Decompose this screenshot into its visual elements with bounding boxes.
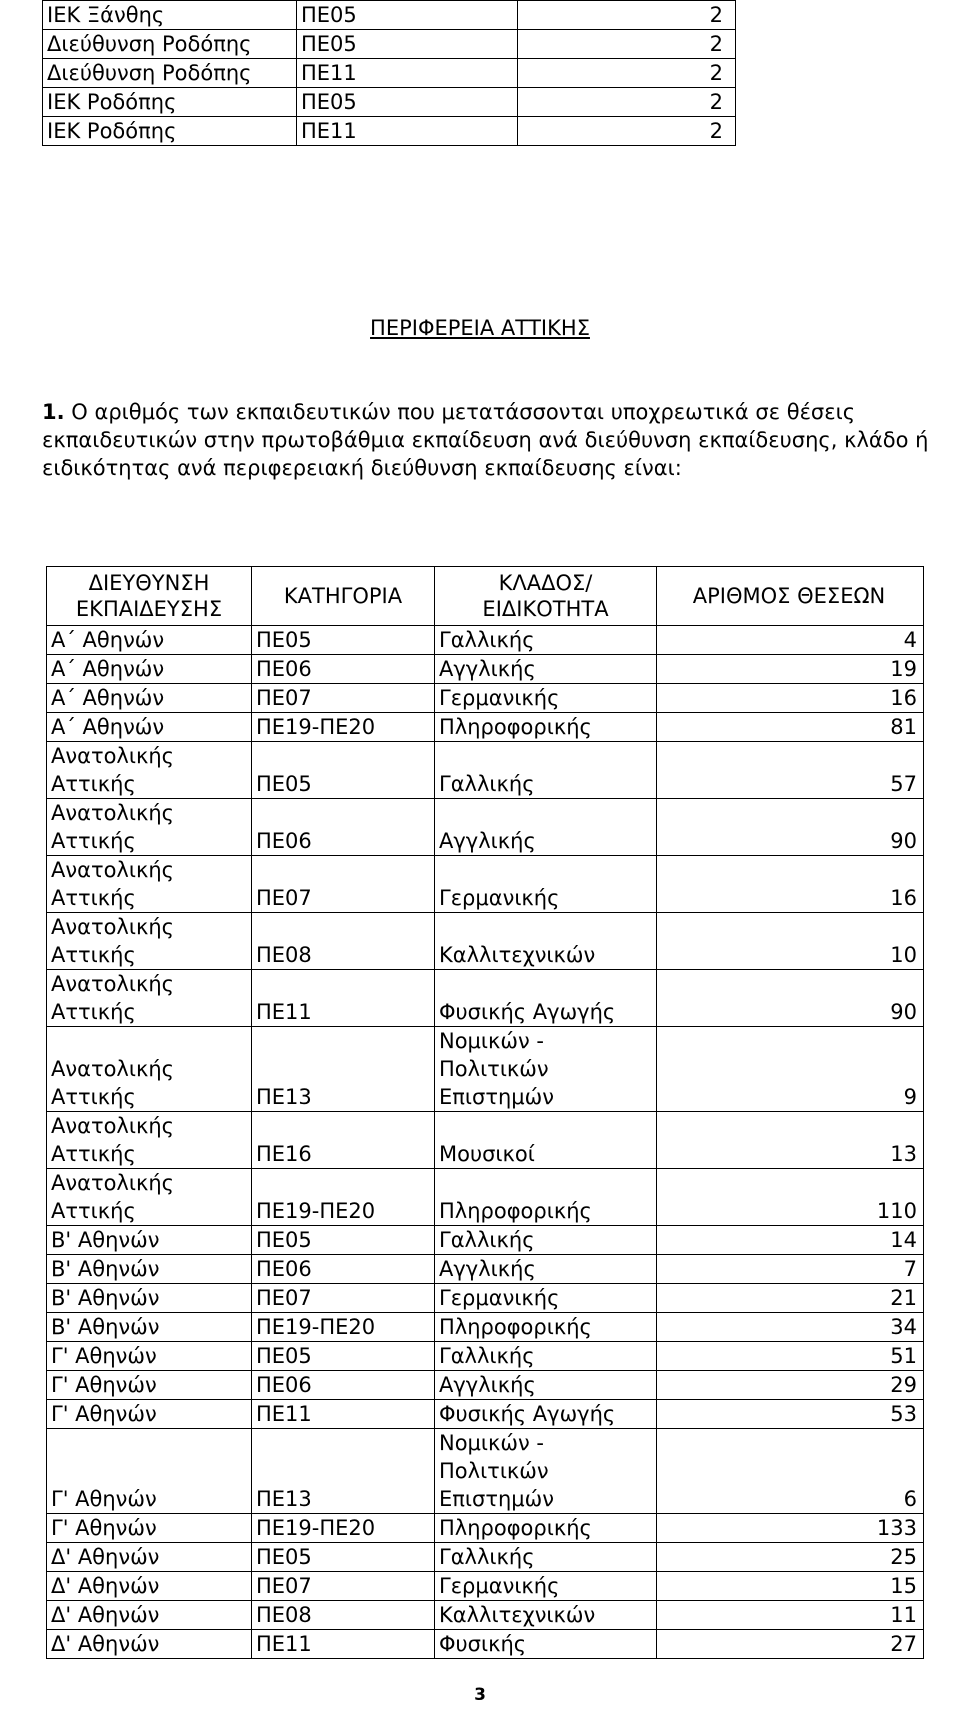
intro-text: Ο αριθμός των εκπαιδευτικών που μετατάσσονται υποχρεωτικά σε θέσεις εκπαιδευτικών στην πρωτοβάθμια εκπαίδευση ανά διεύθυνση εκπαίδευσης, κλάδο ή ειδικότητας ανά περιφερειακή διεύθυνση εκπαίδευσης είναι: — [42, 400, 929, 480]
cell-specialty: Γαλλικής — [435, 1543, 657, 1572]
cell-category: ΠΕ08 — [252, 913, 435, 970]
table-row — [47, 970, 924, 1027]
cell-category: ΠΕ05 — [252, 1543, 435, 1572]
cell-count: 2 — [518, 117, 736, 146]
cell-school: ΙΕΚ Ροδόπης — [43, 88, 297, 117]
table-row — [47, 1543, 924, 1572]
cell-specialty: Αγγλικής — [435, 1371, 657, 1400]
cell-positions: 34 — [657, 1313, 924, 1342]
cell-category: ΠΕ19-ΠΕ20 — [252, 713, 435, 742]
cell-category: ΠΕ06 — [252, 1371, 435, 1400]
table-row — [47, 684, 924, 713]
intro-number: 1. — [42, 400, 65, 424]
cell-count: 2 — [518, 59, 736, 88]
cell-category: ΠΕ05 — [252, 626, 435, 655]
cell-directorate: Ανατολικής Αττικής — [47, 856, 252, 913]
cell-category: ΠΕ06 — [252, 799, 435, 856]
cell-positions: 11 — [657, 1601, 924, 1630]
cell-specialty: Πληροφορικής — [435, 1313, 657, 1342]
cell-directorate: Α΄ Αθηνών — [47, 655, 252, 684]
cell-category: ΠΕ07 — [252, 684, 435, 713]
table-row — [47, 1630, 924, 1659]
cell-positions: 13 — [657, 1112, 924, 1169]
cell-category: ΠΕ05 — [297, 1, 518, 30]
cell-specialty: Γερμανικής — [435, 684, 657, 713]
cell-positions: 16 — [657, 856, 924, 913]
cell-directorate: Β' Αθηνών — [47, 1255, 252, 1284]
cell-positions: 4 — [657, 626, 924, 655]
header-specialty: ΚΛΑΔΟΣ/ ΕΙΔΙΚΟΤΗΤΑ — [435, 567, 657, 626]
cell-directorate: Ανατολικής Αττικής — [47, 1112, 252, 1169]
cell-specialty: Γερμανικής — [435, 856, 657, 913]
cell-positions: 15 — [657, 1572, 924, 1601]
cell-school: ΙΕΚ Ξάνθης — [43, 1, 297, 30]
table-row — [47, 1027, 924, 1112]
cell-positions: 29 — [657, 1371, 924, 1400]
cell-category: ΠΕ05 — [252, 1342, 435, 1371]
cell-specialty: Πληροφορικής — [435, 1169, 657, 1226]
cell-category: ΠΕ07 — [252, 1572, 435, 1601]
cell-category: ΠΕ19-ΠΕ20 — [252, 1313, 435, 1342]
cell-positions: 6 — [657, 1429, 924, 1514]
cell-positions: 57 — [657, 742, 924, 799]
top-table-body — [43, 1, 736, 146]
intro-paragraph — [42, 398, 952, 482]
cell-directorate: Δ' Αθηνών — [47, 1543, 252, 1572]
table-row — [43, 117, 736, 146]
table-row — [47, 1342, 924, 1371]
cell-category: ΠΕ19-ΠΕ20 — [252, 1169, 435, 1226]
cell-specialty: Αγγλικής — [435, 1255, 657, 1284]
cell-positions: 16 — [657, 684, 924, 713]
table-row — [47, 1255, 924, 1284]
cell-positions: 7 — [657, 1255, 924, 1284]
table-row — [47, 1284, 924, 1313]
cell-count: 2 — [518, 1, 736, 30]
table-row — [47, 1572, 924, 1601]
cell-category: ΠΕ05 — [252, 1226, 435, 1255]
cell-directorate: Α΄ Αθηνών — [47, 626, 252, 655]
cell-directorate: Δ' Αθηνών — [47, 1601, 252, 1630]
cell-specialty: Νομικών - Πολιτικών Επιστημών — [435, 1027, 657, 1112]
cell-specialty: Καλλιτεχνικών — [435, 913, 657, 970]
cell-directorate: Δ' Αθηνών — [47, 1630, 252, 1659]
table-header-row — [47, 567, 924, 626]
cell-directorate: Ανατολικής Αττικής — [47, 970, 252, 1027]
cell-category: ΠΕ06 — [252, 655, 435, 684]
cell-directorate: Γ' Αθηνών — [47, 1371, 252, 1400]
table-row — [47, 626, 924, 655]
cell-positions: 110 — [657, 1169, 924, 1226]
cell-directorate: Α΄ Αθηνών — [47, 713, 252, 742]
positions-table-body — [47, 567, 924, 1659]
cell-positions: 90 — [657, 970, 924, 1027]
table-row — [47, 1112, 924, 1169]
cell-specialty: Μουσικοί — [435, 1112, 657, 1169]
cell-directorate: Ανατολικής Αττικής — [47, 742, 252, 799]
cell-specialty: Αγγλικής — [435, 655, 657, 684]
cell-directorate: Β' Αθηνών — [47, 1284, 252, 1313]
positions-table — [46, 566, 924, 1659]
cell-positions: 25 — [657, 1543, 924, 1572]
table-row — [47, 713, 924, 742]
cell-specialty: Πληροφορικής — [435, 713, 657, 742]
cell-positions: 19 — [657, 655, 924, 684]
page-number: 3 — [474, 1685, 486, 1705]
cell-positions: 133 — [657, 1514, 924, 1543]
cell-category: ΠΕ19-ΠΕ20 — [252, 1514, 435, 1543]
region-heading: ΠΕΡΙΦΕΡΕΙΑ ΑΤΤΙΚΗΣ — [370, 316, 590, 340]
table-row — [47, 1601, 924, 1630]
cell-specialty: Καλλιτεχνικών — [435, 1601, 657, 1630]
cell-category: ΠΕ16 — [252, 1112, 435, 1169]
table-row — [47, 655, 924, 684]
cell-specialty: Γαλλικής — [435, 1342, 657, 1371]
cell-specialty: Νομικών - Πολιτικών Επιστημών — [435, 1429, 657, 1514]
cell-directorate: Ανατολικής Αττικής — [47, 1169, 252, 1226]
cell-positions: 90 — [657, 799, 924, 856]
cell-category: ΠΕ07 — [252, 1284, 435, 1313]
cell-specialty: Αγγλικής — [435, 799, 657, 856]
header-positions-count: ΑΡΙΘΜΟΣ ΘΕΣΕΩΝ — [657, 567, 924, 626]
table-row — [47, 856, 924, 913]
cell-positions: 53 — [657, 1400, 924, 1429]
cell-specialty: Γαλλικής — [435, 742, 657, 799]
header-category: ΚΑΤΗΓΟΡΙΑ — [252, 567, 435, 626]
cell-positions: 10 — [657, 913, 924, 970]
cell-category: ΠΕ11 — [297, 117, 518, 146]
cell-directorate: Ανατολικής Αττικής — [47, 1027, 252, 1112]
cell-category: ΠΕ11 — [252, 970, 435, 1027]
cell-category: ΠΕ11 — [252, 1630, 435, 1659]
cell-specialty: Φυσικής Αγωγής — [435, 1400, 657, 1429]
cell-directorate: Α΄ Αθηνών — [47, 684, 252, 713]
table-row — [43, 30, 736, 59]
cell-positions: 27 — [657, 1630, 924, 1659]
cell-category: ΠΕ05 — [252, 742, 435, 799]
cell-directorate: Ανατολικής Αττικής — [47, 913, 252, 970]
cell-category: ΠΕ06 — [252, 1255, 435, 1284]
cell-school: Διεύθυνση Ροδόπης — [43, 30, 297, 59]
cell-directorate: Β' Αθηνών — [47, 1226, 252, 1255]
cell-positions: 51 — [657, 1342, 924, 1371]
cell-count: 2 — [518, 88, 736, 117]
cell-specialty: Γερμανικής — [435, 1284, 657, 1313]
top-table — [42, 0, 736, 146]
cell-specialty: Φυσικής — [435, 1630, 657, 1659]
cell-specialty: Γερμανικής — [435, 1572, 657, 1601]
cell-positions: 14 — [657, 1226, 924, 1255]
cell-category: ΠΕ13 — [252, 1027, 435, 1112]
cell-specialty: Πληροφορικής — [435, 1514, 657, 1543]
cell-category: ΠΕ11 — [252, 1400, 435, 1429]
cell-directorate: Γ' Αθηνών — [47, 1429, 252, 1514]
header-directorate: ΔΙΕΥΘΥΝΣΗ ΕΚΠΑΙΔΕΥΣΗΣ — [47, 567, 252, 626]
cell-category: ΠΕ11 — [297, 59, 518, 88]
cell-category: ΠΕ13 — [252, 1429, 435, 1514]
table-row — [47, 1429, 924, 1514]
cell-category: ΠΕ05 — [297, 30, 518, 59]
table-row — [47, 1226, 924, 1255]
table-row — [47, 799, 924, 856]
cell-directorate: Γ' Αθηνών — [47, 1514, 252, 1543]
table-row — [47, 742, 924, 799]
cell-directorate: Ανατολικής Αττικής — [47, 799, 252, 856]
cell-specialty: Γαλλικής — [435, 1226, 657, 1255]
cell-school: ΙΕΚ Ροδόπης — [43, 117, 297, 146]
cell-positions: 81 — [657, 713, 924, 742]
cell-count: 2 — [518, 30, 736, 59]
cell-category: ΠΕ05 — [297, 88, 518, 117]
table-row — [47, 1313, 924, 1342]
cell-directorate: Δ' Αθηνών — [47, 1572, 252, 1601]
cell-category: ΠΕ07 — [252, 856, 435, 913]
table-row — [47, 913, 924, 970]
table-row — [43, 1, 736, 30]
table-row — [43, 59, 736, 88]
table-row — [47, 1169, 924, 1226]
table-row — [47, 1514, 924, 1543]
cell-directorate: Β' Αθηνών — [47, 1313, 252, 1342]
table-row — [43, 88, 736, 117]
cell-directorate: Γ' Αθηνών — [47, 1342, 252, 1371]
cell-positions: 9 — [657, 1027, 924, 1112]
cell-positions: 21 — [657, 1284, 924, 1313]
cell-specialty: Φυσικής Αγωγής — [435, 970, 657, 1027]
cell-category: ΠΕ08 — [252, 1601, 435, 1630]
cell-specialty: Γαλλικής — [435, 626, 657, 655]
table-row — [47, 1400, 924, 1429]
cell-school: Διεύθυνση Ροδόπης — [43, 59, 297, 88]
cell-directorate: Γ' Αθηνών — [47, 1400, 252, 1429]
table-row — [47, 1371, 924, 1400]
